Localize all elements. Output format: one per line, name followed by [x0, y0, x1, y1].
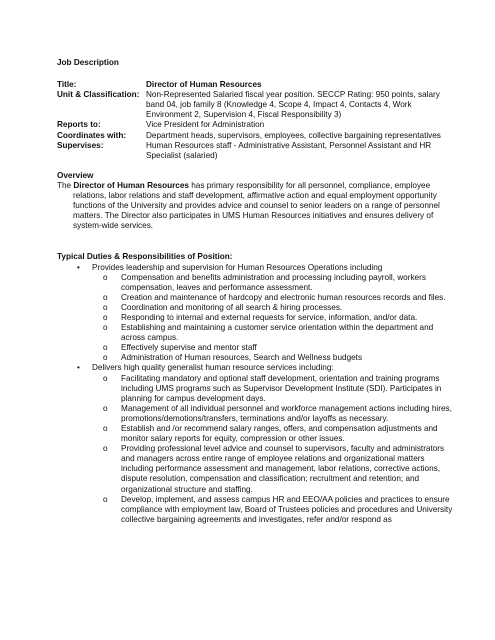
duty-sub-item [57, 353, 455, 363]
duties-heading: Typical Duties & Responsibilities of Position: [57, 252, 233, 262]
duty-sub-text: Establishing and maintaining a customer service orientation within the department and across campus. [121, 323, 434, 343]
field-value-coordinates: Department heads, supervisors, employees, collective bargaining representatives [146, 130, 441, 140]
field-value-unit: Non-Represented Salaried fiscal year position. SECCP Rating: 950 points, salary band 04, job family 8 (Knowledge 4, Scope 4, Impact 4, Contacts 4, Work Environment 2, Supervision 4, Fiscal Responsibility 3) [146, 90, 440, 120]
duty-bullet [57, 263, 455, 273]
duty-sub-text: Responding to internal and external requests for service, information, and/or data. [121, 312, 418, 322]
field-label-unit: Unit & Classification: [57, 90, 140, 100]
sub-mark: o [103, 302, 108, 312]
duty-sub-text: Coordination and monitoring of all search & hiring processes. [121, 302, 343, 312]
sub-mark: o [103, 494, 108, 504]
duty-sub-text: Effectively supervise and mentor staff [121, 343, 257, 353]
duty-sub-text: Facilitating mandatory and optional staff development, orientation and training programs including UMS programs such as Supervisor Development Institute (SDI). Participates in planning for campus development days. [121, 373, 442, 403]
overview-rest: has primary responsibility for all personnel, compliance, employee relations, labor relations and staff development, affirmative action and equal employment opportunity functions of the University and provides advice and counsel to senior leaders on a range of personnel matters. The Director also participates in UMS Human Resources initiatives and ensures delivery of system-wide services. [73, 180, 440, 231]
duty-sub-text: Compensation and benefits administration and processing including payroll, workers compensation, leaves and performance assessment. [121, 272, 426, 292]
duty-sub-item [57, 273, 455, 293]
sub-mark: o [103, 312, 108, 322]
field-value-reports-to: Vice President for Administration [146, 120, 265, 130]
duty-sub-item [57, 313, 455, 323]
sub-mark: o [103, 343, 108, 353]
duty-sub-item [57, 404, 455, 424]
sub-mark: o [103, 353, 108, 363]
sub-mark: o [103, 272, 108, 282]
bullet-mark: • [77, 363, 80, 373]
sub-mark: o [103, 424, 108, 433]
duty-sub-text: Providing professional level advice and counsel to supervisors, faculty and administrators and managers across entire range of employee relations and organizational matters including performance assessment and management, labor relations, corrective actions, dispute resolution, compensation and classification; recruitment and retention; and organizational structure and staffing. [121, 444, 445, 494]
duty-sub-item [57, 293, 455, 303]
overview-intro: The [57, 180, 74, 190]
field-label-reports-to: Reports to: [57, 120, 101, 130]
bullet-mark: • [77, 262, 80, 272]
field-value-supervises: Human Resources staff - Administrative Assistant, Personnel Assistant and HR Specialist (salaried) [146, 140, 432, 160]
field-label-coordinates: Coordinates with: [57, 130, 127, 140]
document-heading: Job Description [57, 58, 119, 67]
duty-bullet-text: Delivers high quality generalist human resource services including: [92, 363, 334, 373]
field-label-title: Title: [57, 80, 77, 90]
duty-sub-item [57, 343, 455, 353]
duty-sub-item [57, 303, 455, 313]
job-fields [57, 80, 455, 161]
duties-section [57, 252, 455, 525]
overview-paragraph [57, 181, 455, 231]
duty-sub-text: Management of all individual personnel and workforce management actions including hires, promotions/demotions/transfers, terminations and/or layoffs as necessary. [121, 403, 452, 423]
field-value-title: Director of Human Resources [146, 80, 262, 90]
sub-mark: o [103, 373, 108, 383]
sub-mark: o [103, 323, 108, 333]
duty-sub-item [57, 495, 455, 525]
overview-bold: Director of Human Resources [73, 180, 189, 190]
duty-sub-item [57, 424, 455, 444]
sub-mark: o [103, 444, 108, 454]
duty-bullet-text: Provides leadership and supervision for Human Resources Operations including [92, 262, 383, 272]
duty-bullet [57, 363, 455, 373]
overview-section [57, 171, 455, 232]
duty-sub-text: Creation and maintenance of hardcopy and electronic human resources records and files. [121, 292, 446, 302]
sub-mark: o [103, 403, 108, 413]
duty-sub-item [57, 323, 455, 343]
duty-sub-item [57, 444, 455, 494]
duty-sub-text: Establish and /or recommend salary ranges, offers, and compensation adjustments and monitor salary reports for equity, compression or other issues. [121, 424, 438, 444]
duty-sub-item [57, 374, 455, 404]
field-label-supervises: Supervises: [57, 140, 104, 150]
sub-mark: o [103, 292, 108, 302]
duty-sub-text: Develop, implement, and assess campus HR and EEO/AA policies and practices to ensure compliance with employment law, Board of Trustees policies and procedures and University collective bargaining agreements and investigates, refer and/or respond as [121, 494, 453, 524]
overview-heading: Overview [57, 170, 94, 180]
duty-sub-text: Administration of Human resources, Search and Wellness budgets [121, 353, 363, 363]
